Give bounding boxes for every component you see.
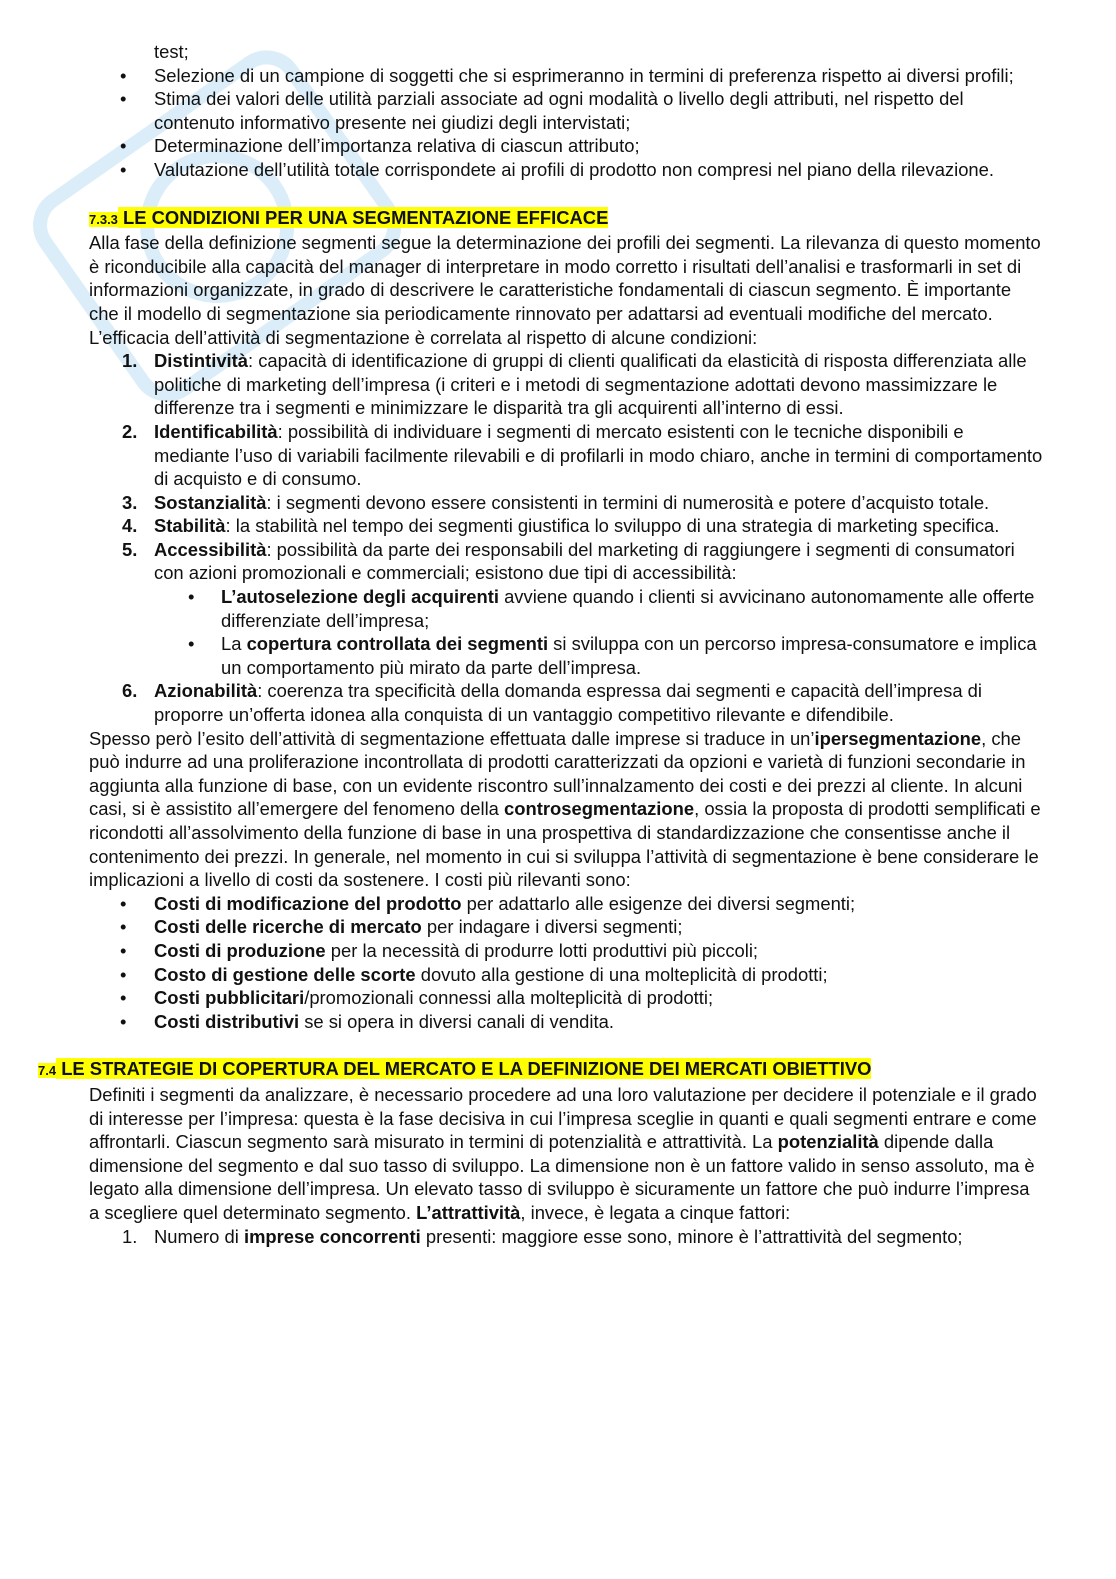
list-item: • Costi di modificazione del prodotto per adattarlo alle esigenze dei diversi segmenti; [89,892,1044,916]
list-item: 1. Distintività: capacità di identificazione di gruppi di clienti qualificati da elasticità di risposta differenziata alle politiche di marketing dell’impresa (i criteri e i metodi di segmentazione adottati devono massimizzare le differenze tra i segmenti e minimizzare le disparità tra gli acquirenti all’interno di essi. [122,350,1027,419]
list-item: 5. Accessibilità: possibilità da parte dei responsabili del marketing di raggiungere i segmenti di consumatori con azioni promozionali e commerciali; esistono due tipi di accessibilità: [122,538,1015,584]
conditions-list [89,349,1044,585]
list-item: • Valutazione dell’utilità totale corrispondete ai profili di prodotto non compresi nel piano della rilevazione. [89,158,1044,182]
list-item: 4. Stabilità: la stabilità nel tempo dei segmenti giustifica lo sviluppo di una strategia di marketing specifica. [122,515,1000,537]
list-item: • Costi pubblicitari/promozionali connessi alla molteplicità di prodotti; [89,986,1044,1010]
list-item: • Costi di produzione per la necessità di produrre lotti produttivi più piccoli; [89,939,1044,963]
list-item: • Determinazione dell’importanza relativa di ciascun attributo; [89,134,1044,158]
document-body [38,40,1044,1248]
list-item: test; [89,40,1044,64]
segmentation-paragraph: Spesso però l’esito dell’attività di segmentazione effettuata dalle imprese si traduce in un’ipersegmentazione, che può indurre ad una proliferazione incontrollata di prodotti caratterizzati da opzioni e varietà di funzioni secondarie in aggiunta alla funzione di base, con un evidente riscontro sull’innalzamento dei costi e dei prezzi al cliente. In alcuni casi, si è assistito all’emergere del fenomeno della controsegmentazione, ossia la proposta di prodotti semplificati e ricondotti all’assolvimento della funzione di base in una prospettiva di standardizzazione che consentisse anche il contenimento dei prezzi. In generale, nel momento in cui si sviluppa l’attività di segmentazione è bene considerare le implicazioni a livello di costi da sostenere. I costi più rilevanti sono: [89,727,1041,891]
list-item: • Costi distributivi se si opera in diversi canali di vendita. [89,1010,1044,1034]
costs-list [89,892,1044,1034]
list-item: 1. Numero di imprese concorrenti presenti: maggiore esse sono, minore è l’attrattività del segmento; [122,1225,963,1247]
list-item: 2. Identificabilità: possibilità di individuare i segmenti di mercato esistenti con le tecniche disponibili e mediante l’uso di variabili facilmente rilevabili e di profilarli in modo chiaro, anche in termini di comportamento di acquisto e di consumo. [122,420,1043,490]
accessibility-sub-list [89,585,1044,679]
section-heading-7-4: 7.4 LE STRATEGIE DI COPERTURA DEL MERCATO E LA DEFINIZIONE DEI MERCATI OBIETTIVO [38,1058,872,1080]
list-item: • La copertura controllata dei segmenti si sviluppa con un percorso impresa-consumatore e implica un comportamento più mirato da parte dell’impresa. [89,632,1044,679]
list-item: • Selezione di un campione di soggetti che si esprimeranno in termini di preferenza rispetto ai diversi profili; [89,64,1044,88]
list-item: 3. Sostanzialità: i segmenti devono essere consistenti in termini di numerosità e potere d’acquisto totale. [122,491,990,513]
list-item: • Stima dei valori delle utilità parziali associate ad ogni modalità o livello degli attributi, nel rispetto del contenuto informativo presente nei giudizi degli intervistati; [89,87,1044,134]
list-item: • L’autoselezione degli acquirenti avviene quando i clienti si avvicinano autonomamente alle offerte differenziate dell’impresa; [89,585,1044,632]
list-item: 6. Azionabilità: coerenza tra specificità della domanda espressa dai segmenti e capacità dell’impresa di proporre un’offerta idonea alla conquista di un vantaggio competitivo rilevante e difendibile. [122,680,982,726]
section-intro-paragraph: Alla fase della definizione segmenti segue la determinazione dei profili dei segmenti. La rilevanza di questo momento è riconducibile alla capacità del manager di interpretare in modo corretto i risultati dell’analisi e trasformarli in set di informazioni organizzate, in grado di descrivere le caratteristiche fondamentali di ciascun segmento. È importante che il modello di segmentazione sia periodicamente rinnovato per adattarsi ad eventuali modifiche del mercato. L’efficacia dell’attività di segmentazione è correlata al rispetto di alcune condizioni: [89,232,1041,348]
section-heading-7-3-3: 7.3.3 LE CONDIZIONI PER UNA SEGMENTAZIONE EFFICACE [89,206,609,228]
attractiveness-factors-list [89,1225,1044,1249]
top-bullet-list [89,40,1044,182]
conditions-list-continued [89,679,1044,726]
list-item: • Costi delle ricerche di mercato per indagare i diversi segmenti; [89,915,1044,939]
market-coverage-paragraph: Definiti i segmenti da analizzare, è necessario procedere ad una loro valutazione per decidere il potenziale e il grado di interesse per l’impresa: questa è la fase decisiva in cui l’impresa sceglie in quanti e quali segmenti entrare e come affrontarli. Ciascun segmento sarà misurato in termini di potenzialità e attrattività. La potenzialità dipende dalla dimensione del segmento e dal suo tasso di sviluppo. La dimensione non è un fattore valido in senso assoluto, ma è legato alla dimensione dell’impresa. Un elevato tasso di sviluppo è sicuramente un fattore che può indurre l’impresa a scegliere quel determinato segmento. L’attrattività, invece, è legata a cinque fattori: [89,1083,1037,1223]
list-item: • Costo di gestione delle scorte dovuto alla gestione di una molteplicità di prodotti; [89,963,1044,987]
